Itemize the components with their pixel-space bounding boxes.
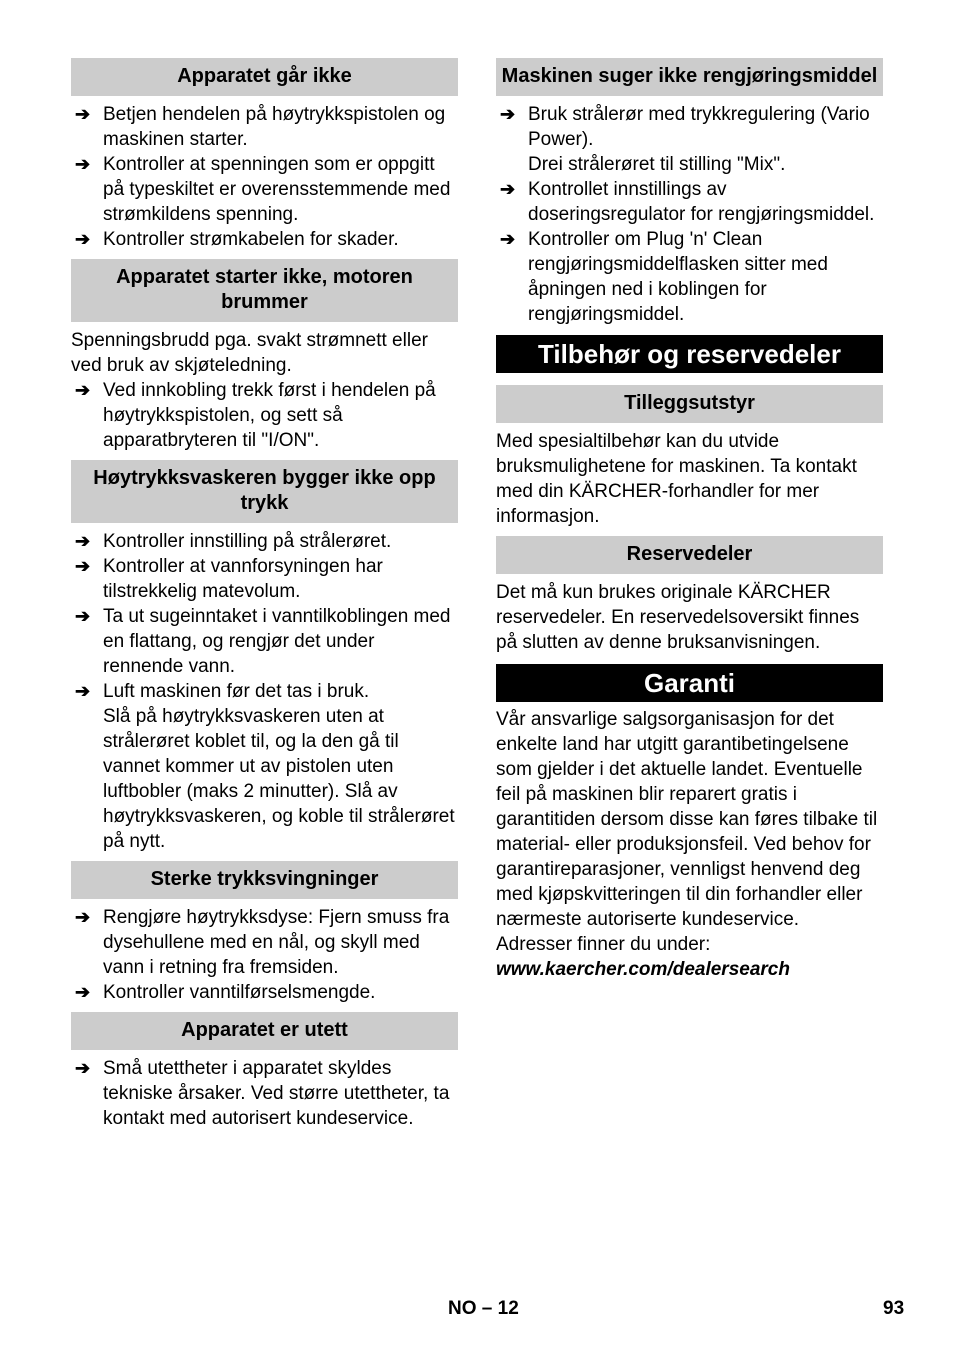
section-heading-apparatet-gar-ikke: Apparatet går ikke [71,58,458,96]
list-item: ➔ Kontroller at vannforsyningen har tilstrekkelig matevolum. [75,556,383,602]
paragraph: Det må kun brukes originale KÄRCHER reservedeler. En reservedelsoversikt finnes på slutten av denne bruksanvisningen. [496,582,860,653]
arrow-right-icon: ➔ [500,104,516,124]
chapter-heading-garanti: Garanti [496,664,883,702]
list-item: ➔ Bruk strålerør med trykkregulering (Vario Power). Drei strålerøret til stilling "Mix". [496,102,883,177]
page-number: 93 [883,1298,905,1319]
list-item: ➔ Rengjøre høytrykksdyse: Fjern smuss fra dysehullene med en nål, og skyll med vann i retning fra fremsiden. [75,907,450,978]
right-column [496,58,883,982]
list-item: ➔ Små utettheter i apparatet skyldes tekniske årsaker. Ved større utettheter, ta kontakt med autorisert kundeservice. [75,1058,450,1129]
paragraph: Med spesialtilbehør kan du utvide bruksmulighetene for maskinen. Ta kontakt med din KÄRCHER-forhandler for mer informasjon. [496,431,857,527]
list-item-continuation: Slå på høytrykksvaskeren uten at strålerøret koblet til, og la den gå til vannet kommer ut av pistolen uten luftbobler (maks 2 minutter). Slå av høytrykksvaskeren, og koble til strålerøret på nytt. [103,706,455,852]
bullet-list [71,529,458,854]
footer-section-label: NO – 12 [448,1298,519,1319]
paragraph: Spenningsbrudd pga. svakt strømnett eller ved bruk av skjøteledning. [71,330,428,376]
section-heading-hoytrykksvaskeren-bygger-ikke-opp-trykk: Høytrykksvaskeren bygger ikke opp trykk [71,460,458,523]
dealer-search-link[interactable]: www.kaercher.com/dealersearch [496,959,790,980]
list-item: ➔ Kontroller strømkabelen for skader. [75,229,399,250]
list-item: ➔ Luft maskinen før det tas i bruk. Slå på høytrykksvaskeren uten at strålerøret koblet til, og la den gå til vannet kommer ut av pistolen uten luftbobler (maks 2 minutter). Slå av høytrykksvaskeren, og koble til strålerøret på nytt. [71,679,458,854]
arrow-right-icon: ➔ [75,229,91,249]
arrow-right-icon: ➔ [75,907,91,927]
arrow-right-icon: ➔ [75,104,91,124]
list-item: ➔ Kontroller vanntilførselsmengde. [75,982,376,1003]
list-item: ➔ Kontroller innstilling på strålerøret. [75,531,392,552]
arrow-right-icon: ➔ [75,380,91,400]
bullet-list [496,102,883,327]
list-item: ➔ Ved innkobling trekk først i hendelen på høytrykkspistolen, og sett så apparatbryteren til "I/ON". [75,380,436,451]
arrow-right-icon: ➔ [75,1058,91,1078]
arrow-right-icon: ➔ [500,179,516,199]
list-item: ➔ Ta ut sugeinntaket i vanntilkoblingen med en flattang, og rengjør det under rennende vann. [75,606,451,677]
list-item: ➔ Kontrollet innstillings av doseringsregulator for rengjøringsmiddel. [500,179,875,225]
paragraph: Vår ansvarlige salgsorganisasjon for det enkelte land har utgitt garantibetingelsene som gjelder i det aktuelle landet. Eventuelle feil på maskinen blir reparert gratis i garantitiden dersom disse kan føres tilbake til material- eller produksjonsfeil. Ved behov for garantireparasjoner, vennligst henvend deg med kjøpskvitteringen til din forhandler eller nærmeste autoriserte kundeservice. [496,709,878,930]
section-heading-maskinen-suger-ikke: Maskinen suger ikke rengjøringsmiddel [496,58,883,96]
arrow-right-icon: ➔ [75,982,91,1002]
list-item: ➔ Kontroller om Plug 'n' Clean rengjøringsmiddelflasken sitter med åpningen ned i koblingen for rengjøringsmiddel. [500,229,828,325]
left-column [71,58,458,1131]
arrow-right-icon: ➔ [75,154,91,174]
list-item: ➔ Kontroller at spenningen som er oppgitt på typeskiltet er overensstemmende med strømkildens spenning. [75,154,451,225]
address-label: Adresser finner du under: [496,934,711,955]
list-item-continuation: Drei strålerøret til stilling "Mix". [528,154,786,175]
arrow-right-icon: ➔ [75,606,91,626]
section-heading-apparatet-er-utett: Apparatet er utett [71,1012,458,1050]
section-heading-reservedeler: Reservedeler [496,536,883,574]
list-item: ➔ Betjen hendelen på høytrykkspistolen og maskinen starter. [75,104,446,150]
arrow-right-icon: ➔ [75,531,91,551]
section-heading-sterke-trykksvingninger: Sterke trykksvingninger [71,861,458,899]
bullet-list [71,102,458,252]
chapter-heading-tilbehor-og-reservedeler: Tilbehør og reservedeler [496,335,883,373]
section-heading-tilleggsutstyr: Tilleggsutstyr [496,385,883,423]
section-heading-apparatet-starter-ikke: Apparatet starter ikke, motoren brummer [71,259,458,322]
arrow-right-icon: ➔ [75,556,91,576]
bullet-list [71,1056,458,1131]
bullet-list [71,905,458,1005]
arrow-right-icon: ➔ [500,229,516,249]
arrow-right-icon: ➔ [75,681,91,701]
